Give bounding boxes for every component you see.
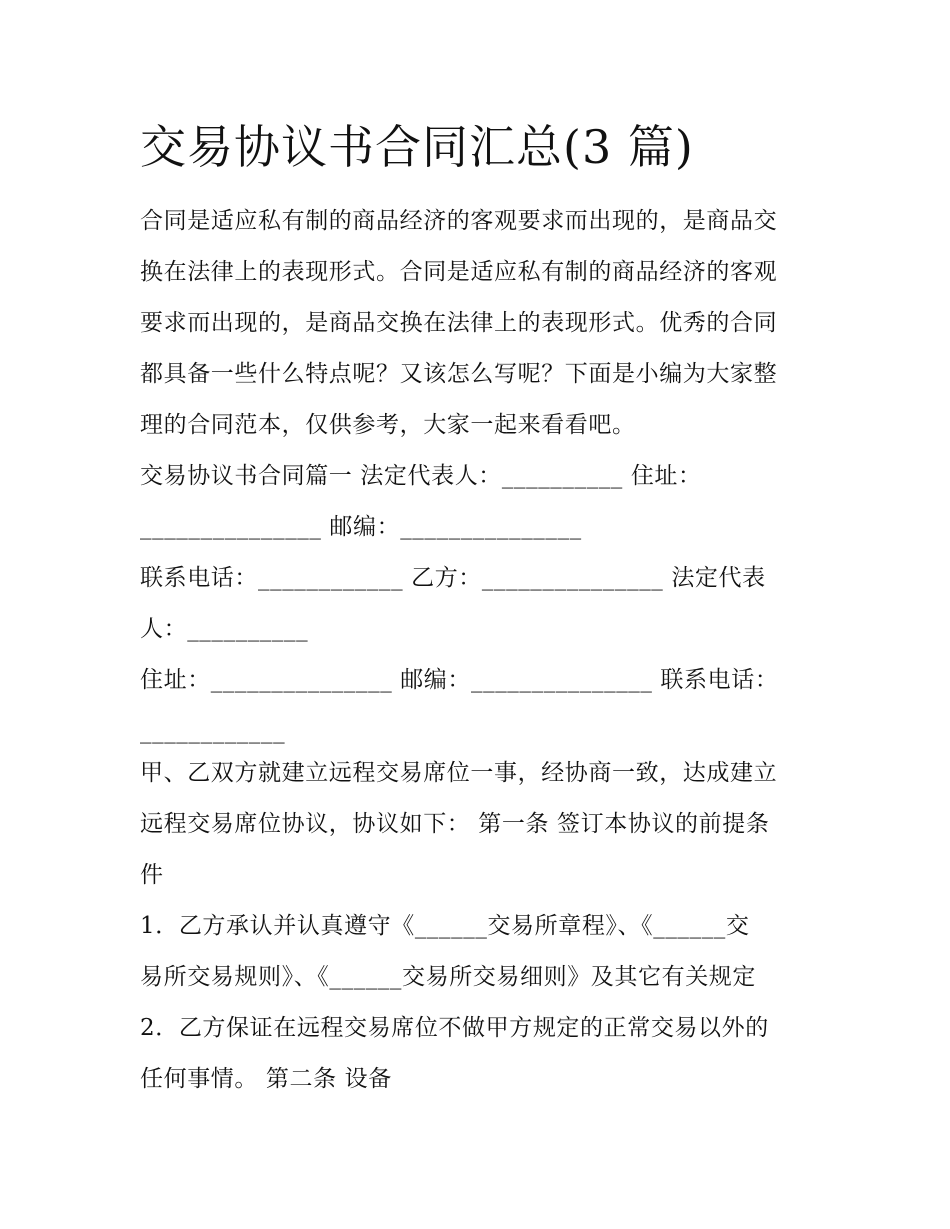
- intro-line-4: 都具备一些什么特点呢？又该怎么写呢？下面是小编为大家整: [140, 361, 778, 387]
- clause-1-line-1: 1．乙方承认并认真遵守《______交易所章程》、《______交: [140, 913, 750, 939]
- clause-2-line-1: 2．乙方保证在远程交易席位不做甲方规定的正常交易以外的: [140, 1015, 769, 1041]
- clause-2-line-2: 任何事情。 第二条 设备: [140, 1066, 392, 1092]
- agreement-line-2: 远程交易席位协议，协议如下： 第一条 签订本协议的前提条: [140, 811, 770, 837]
- party-b-line-1: 联系电话：____________ 乙方：_______________ 法定代表: [140, 565, 766, 591]
- intro-line-1: 合同是适应私有制的商品经济的客观要求而出现的，是商品交: [140, 208, 778, 234]
- party-b-line-2: 人：__________: [140, 616, 309, 642]
- party-a-line-1: 交易协议书合同篇一 法定代表人：__________ 住址：: [140, 463, 702, 489]
- intro-line-5: 理的合同范本，仅供参考，大家一起来看看吧。: [140, 412, 636, 438]
- party-a-line-2: _______________ 邮编：_______________: [140, 514, 582, 540]
- agreement-line-1: 甲、乙双方就建立远程交易席位一事，经协商一致，达成建立: [140, 760, 778, 786]
- party-b-line-4: ____________: [140, 718, 286, 744]
- intro-line-2: 换在法律上的表现形式。合同是适应私有制的商品经济的客观: [140, 259, 778, 285]
- intro-line-3: 要求而出现的，是商品交换在法律上的表现形式。优秀的合同: [140, 310, 778, 336]
- document-title: 交易协议书合同汇总(3 篇): [140, 120, 694, 174]
- clause-1-line-2: 易所交易规则》、《______交易所交易细则》及其它有关规定: [140, 964, 756, 990]
- party-b-line-3: 住址：_______________ 邮编：_______________ 联系电话：: [140, 667, 779, 693]
- agreement-line-3: 件: [140, 862, 164, 888]
